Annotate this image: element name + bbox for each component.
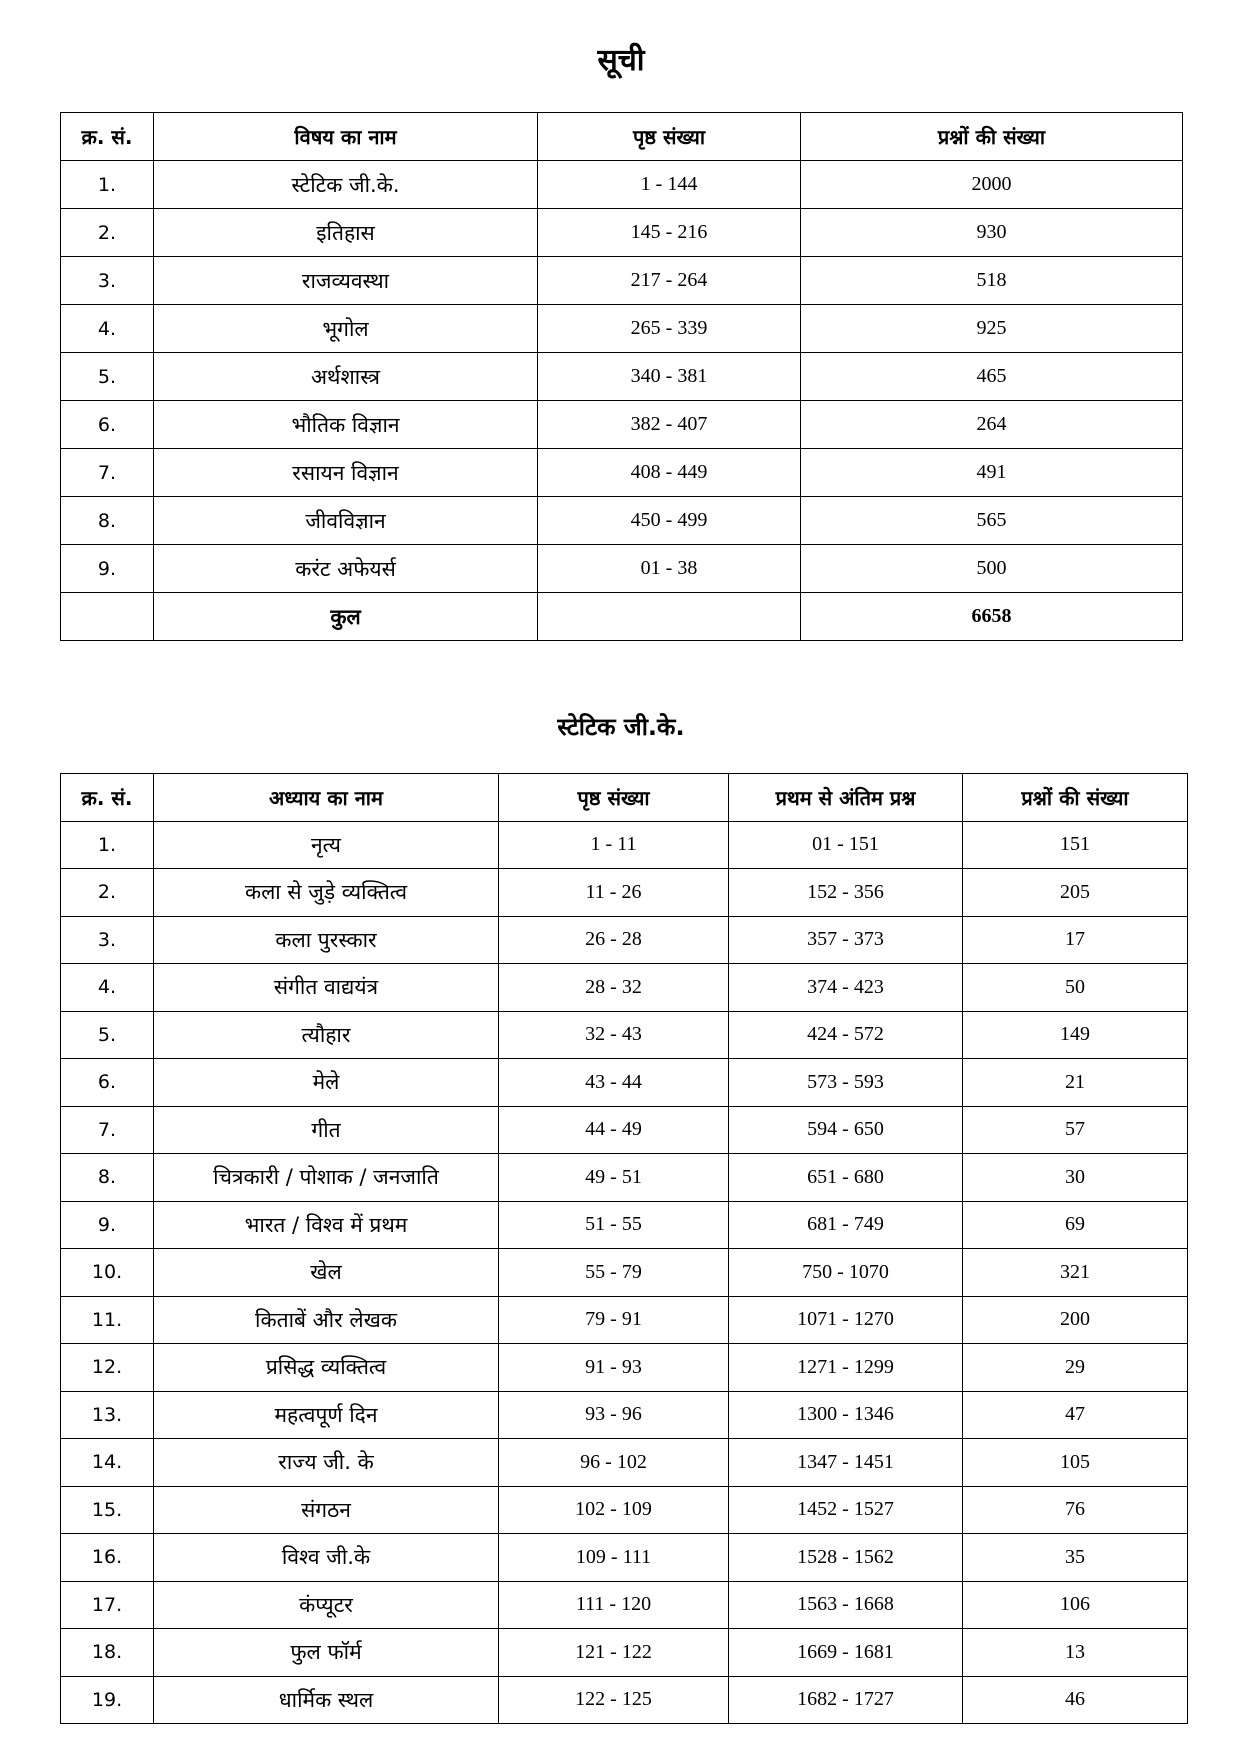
chapter-name-cell: मेले — [154, 1059, 499, 1107]
subject-name-cell: जीवविज्ञान — [154, 497, 538, 545]
summary-table-body — [61, 161, 1183, 593]
question-count-cell: 925 — [801, 305, 1183, 353]
question-count-cell: 76 — [963, 1486, 1188, 1534]
question-range-cell: 374 - 423 — [729, 964, 963, 1012]
table-row — [61, 1629, 1188, 1677]
serial-cell: 8. — [61, 497, 154, 545]
chapter-name-cell: किताबें और लेखक — [154, 1296, 499, 1344]
question-count-cell: 50 — [963, 964, 1188, 1012]
subject-name-cell: अर्थशास्त्र — [154, 353, 538, 401]
table-row — [61, 497, 1183, 545]
question-count-cell: 205 — [963, 869, 1188, 917]
serial-cell: 3. — [61, 257, 154, 305]
chapter-name-cell: विश्व जी.के — [154, 1534, 499, 1582]
page-range-cell: 49 - 51 — [499, 1154, 729, 1202]
page-range-cell: 122 - 125 — [499, 1676, 729, 1724]
chapter-table — [60, 773, 1188, 1724]
question-count-cell: 29 — [963, 1344, 1188, 1392]
serial-cell: 9. — [61, 1201, 154, 1249]
serial-cell: 10. — [61, 1249, 154, 1297]
subject-name-cell: राजव्यवस्था — [154, 257, 538, 305]
column-header-pages: पृष्ठ संख्या — [538, 113, 801, 161]
serial-cell: 3. — [61, 916, 154, 964]
question-count-cell: 151 — [963, 821, 1188, 869]
serial-cell: 9. — [61, 545, 154, 593]
page-range-cell: 340 - 381 — [538, 353, 801, 401]
table-row — [61, 1344, 1188, 1392]
question-count-cell: 200 — [963, 1296, 1188, 1344]
serial-cell: 15. — [61, 1486, 154, 1534]
chapter-name-cell: फुल फॉर्म — [154, 1629, 499, 1677]
question-range-cell: 1452 - 1527 — [729, 1486, 963, 1534]
section-title: स्टेटिक जी.के. — [557, 713, 685, 741]
question-count-cell: 149 — [963, 1011, 1188, 1059]
serial-cell: 6. — [61, 1059, 154, 1107]
column-header-serial: क्र. सं. — [61, 113, 154, 161]
question-range-cell: 651 - 680 — [729, 1154, 963, 1202]
question-range-cell: 1669 - 1681 — [729, 1629, 963, 1677]
serial-cell: 7. — [61, 449, 154, 497]
chapter-name-cell: राज्य जी. के — [154, 1439, 499, 1487]
table-row — [61, 1486, 1188, 1534]
table-row — [61, 1011, 1188, 1059]
page-range-cell: 121 - 122 — [499, 1629, 729, 1677]
serial-cell: 4. — [61, 964, 154, 1012]
column-header-question-range: प्रथम से अंतिम प्रश्न — [729, 774, 963, 822]
page-range-cell: 26 - 28 — [499, 916, 729, 964]
question-range-cell: 1071 - 1270 — [729, 1296, 963, 1344]
table-row — [61, 869, 1188, 917]
page-range-cell: 109 - 111 — [499, 1534, 729, 1582]
page-range-cell: 11 - 26 — [499, 869, 729, 917]
column-header-question-count: प्रश्नों की संख्या — [801, 113, 1183, 161]
serial-cell: 13. — [61, 1391, 154, 1439]
table-header-row — [61, 774, 1188, 822]
question-range-cell: 1682 - 1727 — [729, 1676, 963, 1724]
page-title: सूची — [597, 43, 645, 78]
table-row — [61, 1154, 1188, 1202]
chapter-name-cell: संगीत वाद्ययंत्र — [154, 964, 499, 1012]
table-row — [61, 1676, 1188, 1724]
serial-cell: 16. — [61, 1534, 154, 1582]
question-count-cell: 17 — [963, 916, 1188, 964]
page-range-cell: 43 - 44 — [499, 1059, 729, 1107]
table-row — [61, 1201, 1188, 1249]
page-range-cell: 96 - 102 — [499, 1439, 729, 1487]
serial-cell: 1. — [61, 161, 154, 209]
question-range-cell: 594 - 650 — [729, 1106, 963, 1154]
page-range-cell: 93 - 96 — [499, 1391, 729, 1439]
chapter-name-cell: प्रसिद्ध व्यक्तित्व — [154, 1344, 499, 1392]
subject-name-cell: भूगोल — [154, 305, 538, 353]
serial-cell: 8. — [61, 1154, 154, 1202]
table-header-row — [61, 113, 1183, 161]
chapter-name-cell: नृत्य — [154, 821, 499, 869]
serial-cell: 19. — [61, 1676, 154, 1724]
page-range-cell: 145 - 216 — [538, 209, 801, 257]
chapter-name-cell: भारत / विश्व में प्रथम — [154, 1201, 499, 1249]
chapter-name-cell: कला से जुड़े व्यक्तित्व — [154, 869, 499, 917]
page-range-cell: 32 - 43 — [499, 1011, 729, 1059]
serial-cell: 1. — [61, 821, 154, 869]
question-range-cell: 1347 - 1451 — [729, 1439, 963, 1487]
question-count-cell: 105 — [963, 1439, 1188, 1487]
chapter-name-cell: महत्वपूर्ण दिन — [154, 1391, 499, 1439]
serial-cell: 5. — [61, 353, 154, 401]
subject-name-cell: करंट अफेयर्स — [154, 545, 538, 593]
table-row — [61, 209, 1183, 257]
chapter-name-cell: खेल — [154, 1249, 499, 1297]
question-count-cell: 46 — [963, 1676, 1188, 1724]
question-range-cell: 1271 - 1299 — [729, 1344, 963, 1392]
question-count-cell: 321 — [963, 1249, 1188, 1297]
page-range-cell: 55 - 79 — [499, 1249, 729, 1297]
table-row — [61, 353, 1183, 401]
page-range-cell: 450 - 499 — [538, 497, 801, 545]
page-range-cell: 51 - 55 — [499, 1201, 729, 1249]
question-range-cell: 152 - 356 — [729, 869, 963, 917]
chapter-name-cell: गीत — [154, 1106, 499, 1154]
question-range-cell: 01 - 151 — [729, 821, 963, 869]
question-range-cell: 357 - 373 — [729, 916, 963, 964]
column-header-pages: पृष्ठ संख्या — [499, 774, 729, 822]
column-header-question-count: प्रश्नों की संख्या — [963, 774, 1188, 822]
serial-cell: 7. — [61, 1106, 154, 1154]
page-range-cell: 111 - 120 — [499, 1581, 729, 1629]
serial-cell: 6. — [61, 401, 154, 449]
question-count-cell: 500 — [801, 545, 1183, 593]
table-row — [61, 161, 1183, 209]
page-range-cell: 1 - 11 — [499, 821, 729, 869]
question-count-cell: 106 — [963, 1581, 1188, 1629]
total-label: कुल — [154, 593, 538, 641]
total-row — [61, 593, 1183, 641]
question-count-cell: 2000 — [801, 161, 1183, 209]
subject-name-cell: रसायन विज्ञान — [154, 449, 538, 497]
serial-cell: 14. — [61, 1439, 154, 1487]
serial-cell: 11. — [61, 1296, 154, 1344]
page-range-cell: 408 - 449 — [538, 449, 801, 497]
chapter-name-cell: कंप्यूटर — [154, 1581, 499, 1629]
page-range-cell: 1 - 144 — [538, 161, 801, 209]
page-range-cell: 01 - 38 — [538, 545, 801, 593]
question-count-cell: 465 — [801, 353, 1183, 401]
table-row — [61, 1534, 1188, 1582]
table-row — [61, 916, 1188, 964]
question-range-cell: 573 - 593 — [729, 1059, 963, 1107]
serial-cell: 2. — [61, 209, 154, 257]
total-empty-cell — [538, 593, 801, 641]
chapter-name-cell: चित्रकारी / पोशाक / जनजाति — [154, 1154, 499, 1202]
question-count-cell: 69 — [963, 1201, 1188, 1249]
question-count-cell: 565 — [801, 497, 1183, 545]
question-count-cell: 35 — [963, 1534, 1188, 1582]
question-range-cell: 681 - 749 — [729, 1201, 963, 1249]
chapter-name-cell: धार्मिक स्थल — [154, 1676, 499, 1724]
page-range-cell: 382 - 407 — [538, 401, 801, 449]
table-row — [61, 821, 1188, 869]
serial-cell: 4. — [61, 305, 154, 353]
table-row — [61, 1439, 1188, 1487]
table-row — [61, 1296, 1188, 1344]
chapter-name-cell: त्यौहार — [154, 1011, 499, 1059]
summary-table — [60, 112, 1183, 641]
serial-cell: 18. — [61, 1629, 154, 1677]
page-range-cell: 79 - 91 — [499, 1296, 729, 1344]
question-range-cell: 750 - 1070 — [729, 1249, 963, 1297]
chapter-name-cell: कला पुरस्कार — [154, 916, 499, 964]
table-row — [61, 1391, 1188, 1439]
question-count-cell: 930 — [801, 209, 1183, 257]
question-count-cell: 47 — [963, 1391, 1188, 1439]
table-row — [61, 1059, 1188, 1107]
chapter-name-cell: संगठन — [154, 1486, 499, 1534]
subject-name-cell: भौतिक विज्ञान — [154, 401, 538, 449]
column-header-subject: विषय का नाम — [154, 113, 538, 161]
table-row — [61, 305, 1183, 353]
chapter-table-body — [61, 821, 1188, 1724]
table-row — [61, 1249, 1188, 1297]
table-row — [61, 401, 1183, 449]
question-count-cell: 21 — [963, 1059, 1188, 1107]
question-count-cell: 57 — [963, 1106, 1188, 1154]
table-row — [61, 449, 1183, 497]
serial-cell: 17. — [61, 1581, 154, 1629]
question-count-cell: 264 — [801, 401, 1183, 449]
question-count-cell: 518 — [801, 257, 1183, 305]
column-header-serial: क्र. सं. — [61, 774, 154, 822]
table-row — [61, 1106, 1188, 1154]
subject-name-cell: स्टेटिक जी.के. — [154, 161, 538, 209]
table-row — [61, 257, 1183, 305]
serial-cell: 5. — [61, 1011, 154, 1059]
serial-cell: 2. — [61, 869, 154, 917]
question-count-cell: 491 — [801, 449, 1183, 497]
table-row — [61, 964, 1188, 1012]
question-range-cell: 1300 - 1346 — [729, 1391, 963, 1439]
page-range-cell: 91 - 93 — [499, 1344, 729, 1392]
page-range-cell: 44 - 49 — [499, 1106, 729, 1154]
table-row — [61, 545, 1183, 593]
page-range-cell: 28 - 32 — [499, 964, 729, 1012]
question-count-cell: 30 — [963, 1154, 1188, 1202]
page-range-cell: 217 - 264 — [538, 257, 801, 305]
total-value: 6658 — [801, 593, 1183, 641]
question-range-cell: 1528 - 1562 — [729, 1534, 963, 1582]
subject-name-cell: इतिहास — [154, 209, 538, 257]
total-empty-cell — [61, 593, 154, 641]
page-range-cell: 265 - 339 — [538, 305, 801, 353]
page-range-cell: 102 - 109 — [499, 1486, 729, 1534]
question-range-cell: 1563 - 1668 — [729, 1581, 963, 1629]
question-count-cell: 13 — [963, 1629, 1188, 1677]
serial-cell: 12. — [61, 1344, 154, 1392]
column-header-chapter: अध्याय का नाम — [154, 774, 499, 822]
question-range-cell: 424 - 572 — [729, 1011, 963, 1059]
table-row — [61, 1581, 1188, 1629]
